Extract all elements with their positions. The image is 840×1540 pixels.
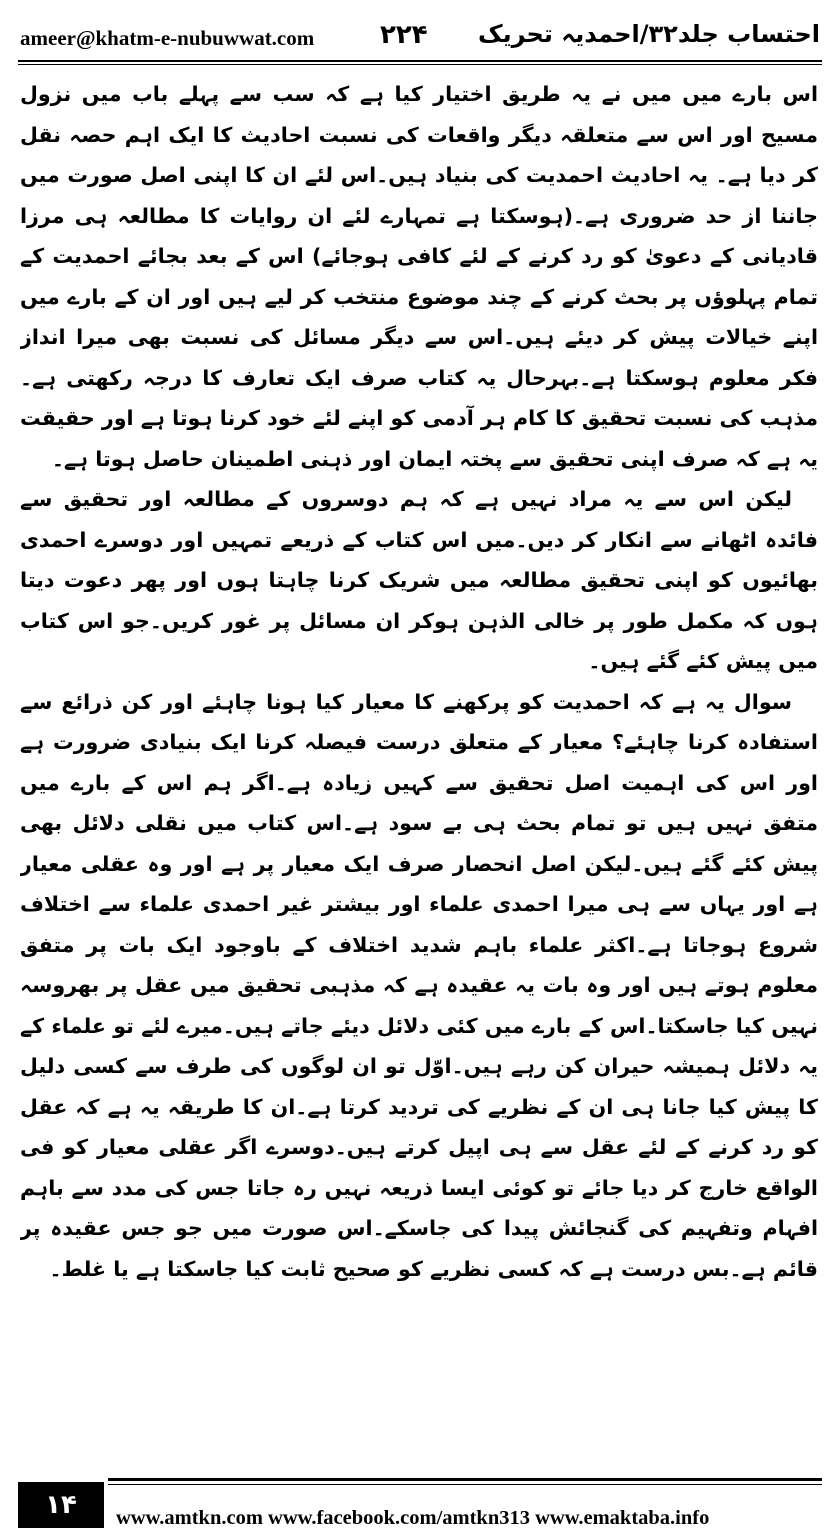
footer-page-number: ۱۴ bbox=[18, 1482, 104, 1528]
paragraph: لیکن اس سے یہ مراد نہیں ہے کہ ہم دوسروں کے مطالعہ اور تحقیق سے فائدہ اٹھانے سے انکار کر دیں۔میں اس کتاب کے ذریعے تمہیں اور دوسرے احمدی بھائیوں کو اپنی تحقیق مطالعہ میں شریک کرنا چاہتا ہوں اور پھر دعوت دیتا ہوں کہ مکمل طور پر خالی الذہن ہوکر ان مسائل پر غور کریں۔جو اس کتاب میں پیش کئے گئے ہیں۔ bbox=[20, 487, 818, 673]
footer-divider-thin bbox=[108, 1484, 822, 1485]
header-email: ameer@khatm-e-nubuwwat.com bbox=[20, 26, 315, 50]
page-footer bbox=[18, 1476, 822, 1530]
footer-urls: www.amtkn.com www.facebook.com/amtkn313 www.emaktaba.info bbox=[116, 1507, 710, 1529]
page-header bbox=[20, 16, 820, 56]
paragraph: اس بارے میں میں نے یہ طریق اختیار کیا ہے کہ سب سے پہلے باب میں نزول مسیح اور اس سے متعلقہ دیگر واقعات کی نسبت احادیث کا ایک اہم حصہ نقل کر دیا ہے۔ یہ احادیث احمدیت کی بنیاد ہیں۔اس لئے ان کا اپنی اصل صورت میں جاننا از حد ضروری ہے۔(ہوسکتا ہے تمہارے لئے ان روایات کا مطالعہ ہی مرزا قادیانی کے دعویٰ کو رد کرنے کے لئے کافی ہوجائے) اس کے بعد بجائے احمدیت کے تمام پہلوؤں پر بحث کرنے کے چند موضوع منتخب کر لیے ہیں اور ان کے بارے میں اپنے خیالات پیش کر دیئے ہیں۔اس سے دیگر مسائل کی نسبت بھی میرا انداز فکر معلوم ہوسکتا ہے۔بہرحال یہ کتاب صرف ایک تعارف کا درجہ رکھتی ہے۔مذہب کی نسبت تحقیق کا کام ہر آدمی کو اپنے لئے خود کرنا ہوتا ہے اور حقیقت یہ ہے کہ صرف اپنی تحقیق سے پختہ ایمان اور ذہنی اطمینان حاصل ہوتا ہے۔ bbox=[20, 82, 818, 471]
page-body bbox=[20, 74, 818, 1454]
paragraph: سوال یہ ہے کہ احمدیت کو پرکھنے کا معیار کیا ہونا چاہئے اور کن ذرائع سے استفادہ کرنا چاہئے؟ معیار کے متعلق درست فیصلہ کرنا ایک بنیادی ضرورت ہے اور اس کی اہمیت اصل تحقیق سے کہیں زیادہ ہے۔اگر ہم اس کے بارے میں متفق نہیں ہیں تو تمام بحث ہی بے سود ہے۔اس کتاب میں نقلی دلائل بھی پیش کئے گئے ہیں۔لیکن اصل انحصار صرف ایک معیار پر ہے اور وہ عقلی معیار ہے اور یہاں سے ہی میرا احمدی علماء اور بیشتر غیر احمدی علماء سے اختلاف شروع ہوجاتا ہے۔اکثر علماء باہم شدید اختلاف کے باوجود ایک بات پر متفق معلوم ہوتے ہیں اور وہ بات یہ عقیدہ ہے کہ مذہبی تحقیق میں عقل پر بھروسہ نہیں کیا جاسکتا۔اس کے بارے میں کئی دلائل دیئے جاتے ہیں۔میرے لئے تو علماء کے یہ دلائل ہمیشہ حیران کن رہے ہیں۔اوّل تو ان لوگوں کی طرف سے کسی دلیل کا پیش کیا جانا ہی ان کے نظریے کی تردید کرتا ہے۔ان کا طریقہ یہ ہے کہ عقل کو رد کرنے کے لئے عقل سے ہی اپیل کرتے ہیں۔دوسرے اگر عقلی معیار کو فی الواقع خارج کر دیا جائے تو کوئی ایسا ذریعہ نہیں رہ جاتا جس کی مدد سے باہم افہام وتفہیم کی گنجائش پیدا کی جاسکے۔اس صورت میں جو جس عقیدہ پر قائم ہے۔بس درست ہے کہ کسی نظریے کو صحیح ثابت کیا جاسکتا ہے یا غلط۔ bbox=[20, 689, 818, 1281]
header-title: احتساب جلد۳۲/احمدیہ تحریک bbox=[478, 20, 820, 48]
header-divider bbox=[18, 60, 822, 65]
header-page-number: ۲۲۴ bbox=[380, 20, 428, 50]
footer-divider bbox=[108, 1478, 822, 1481]
